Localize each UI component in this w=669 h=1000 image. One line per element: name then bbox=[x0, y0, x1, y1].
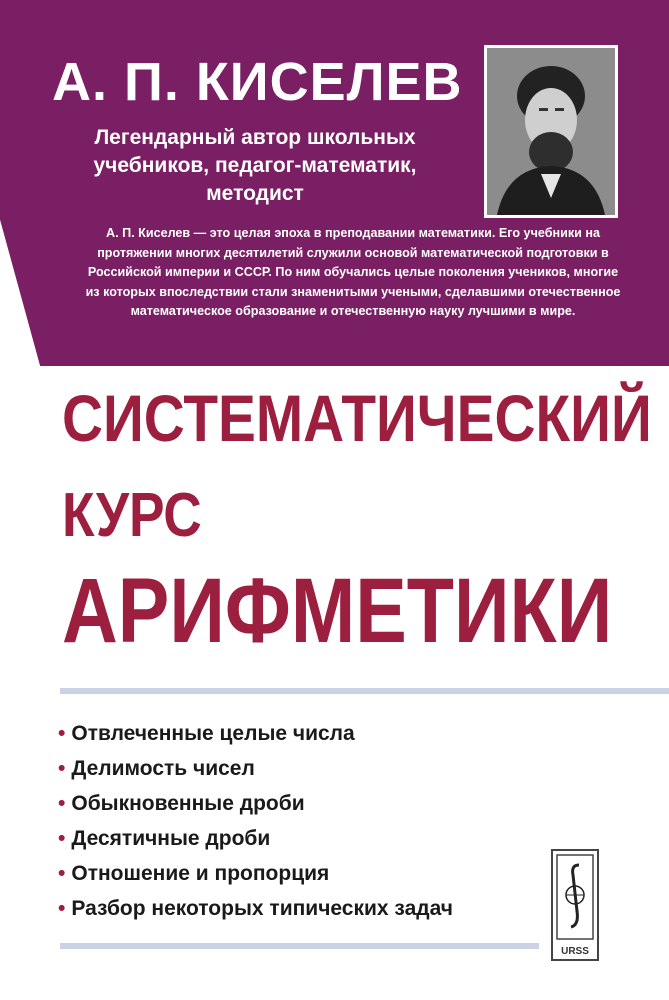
divider-bottom bbox=[60, 943, 539, 949]
topic-list bbox=[58, 716, 453, 926]
bullet-icon: • bbox=[58, 897, 66, 920]
portrait-illustration bbox=[487, 48, 615, 215]
book-title-line-3: АРИФМЕТИКИ bbox=[62, 560, 613, 662]
publisher-emblem-icon bbox=[553, 851, 597, 943]
bullet-icon: • bbox=[58, 827, 66, 850]
author-name: А. П. КИСЕЛЕВ bbox=[52, 52, 463, 112]
topic-item bbox=[58, 821, 453, 856]
bullet-icon: • bbox=[58, 792, 66, 815]
book-title-line-1: СИСТЕМАТИЧЕСКИЙ bbox=[62, 381, 652, 455]
topic-item bbox=[58, 856, 453, 891]
topic-label: Десятичные дроби bbox=[71, 827, 271, 850]
author-portrait bbox=[487, 48, 615, 215]
topic-label: Делимость чисел bbox=[71, 757, 255, 780]
book-title-line-2: КУРС bbox=[62, 481, 202, 550]
bullet-icon: • bbox=[58, 862, 66, 885]
author-portrait-frame bbox=[484, 45, 618, 218]
author-description: А. П. Киселев — это целая эпоха в преподавании математики. Его учебники на протяжении многих десятилетий служили основой математической подготовки в Российской империи и СССР. По ним обучались целые поколения учеников, многие из которых впоследствии стали знаменитыми учеными, сделавшими отечественное математическое образование и отечественную науку лучшими в мире. bbox=[85, 226, 621, 318]
bullet-icon: • bbox=[58, 757, 66, 780]
topic-label: Разбор некоторых типических задач bbox=[71, 897, 453, 920]
publisher-name: URSS bbox=[561, 946, 589, 957]
topic-item bbox=[58, 716, 453, 751]
topic-label: Отвлеченные целые числа bbox=[71, 722, 355, 745]
divider-top bbox=[60, 688, 669, 694]
topic-label: Отношение и пропорция bbox=[71, 862, 330, 885]
bullet-icon: • bbox=[58, 722, 66, 745]
author-tagline: Легендарный автор школьных учебников, педагог-математик, методист bbox=[93, 126, 417, 205]
publisher-logo bbox=[551, 849, 599, 961]
topic-item bbox=[58, 786, 453, 821]
topic-item bbox=[58, 891, 453, 926]
topic-label: Обыкновенные дроби bbox=[71, 792, 305, 815]
topic-item bbox=[58, 751, 453, 786]
